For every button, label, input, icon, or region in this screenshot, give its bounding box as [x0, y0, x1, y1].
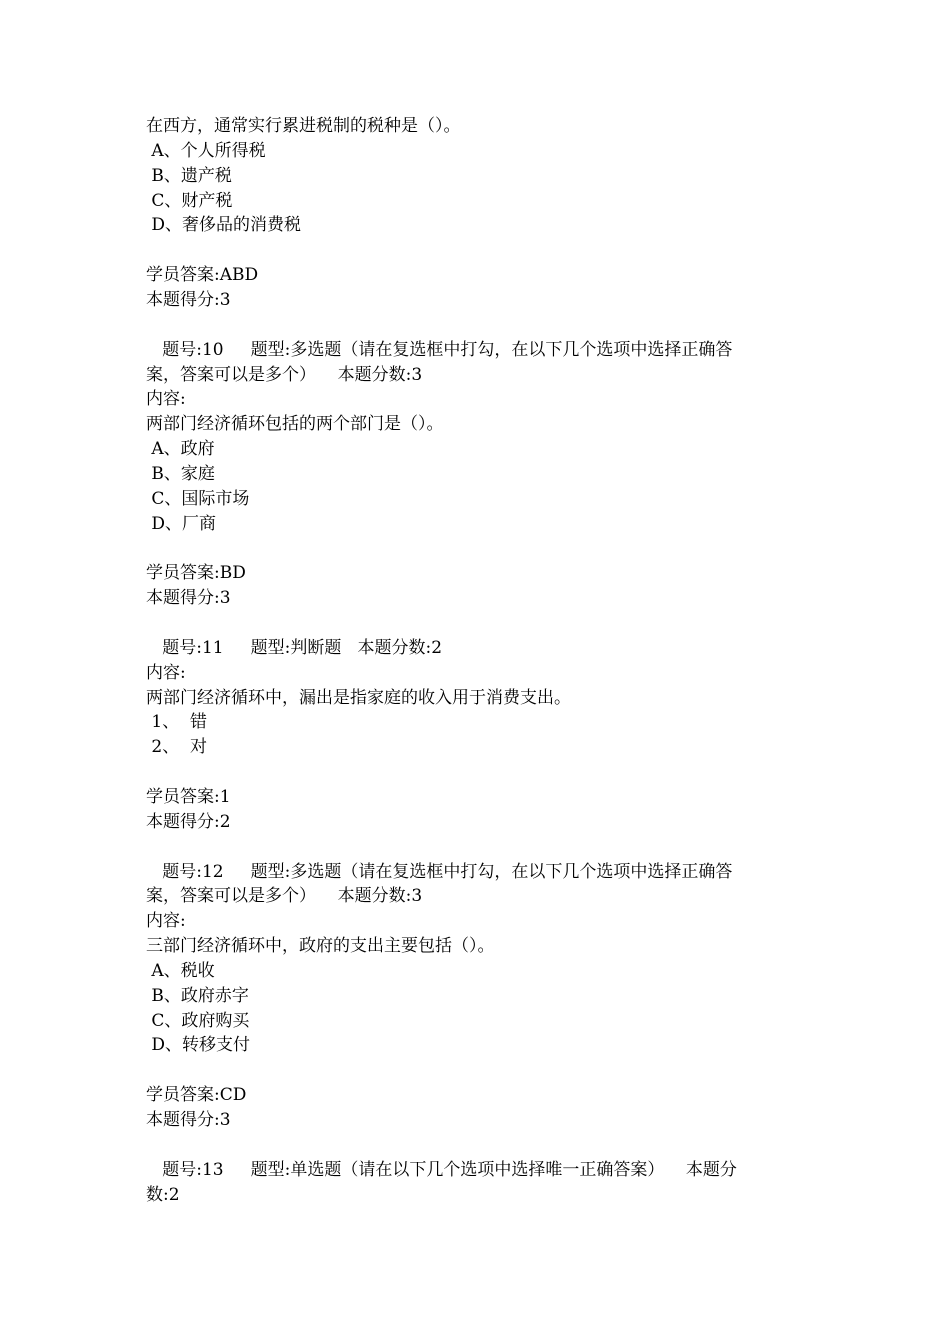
text-line: 内容: [146, 389, 186, 410]
text-line: 内容: [146, 911, 186, 932]
text-line: 学员答案:ABD [146, 265, 259, 286]
text-line: 学员答案:1 [146, 786, 231, 807]
text-line: C、国际市场 [146, 488, 250, 509]
text-line: 在西方，通常实行累进税制的税种是（）。 [146, 116, 461, 136]
text-line: 本题得分:3 [146, 588, 231, 609]
text-line: 2、 对 [146, 737, 208, 758]
text-line: A、个人所得税 [146, 140, 266, 161]
text-line: A、政府 [146, 439, 215, 460]
text-line: C、财产税 [146, 190, 233, 211]
text-line: A、税收 [146, 960, 215, 981]
text-line: 三部门经济循环中，政府的支出主要包括（）。 [146, 936, 495, 957]
text-line: 本题得分:3 [146, 1110, 231, 1130]
text-line: 题号:12 题型:多选题（请在复选框中打勾，在以下几个选项中选择正确答 [146, 861, 733, 882]
text-line: 1、 错 [146, 712, 208, 733]
text-line: D、转移支付 [146, 1035, 251, 1056]
text-line: 学员答案:CD [146, 1085, 247, 1106]
text-line: D、奢侈品的消费税 [146, 215, 302, 236]
text-line: C、政府购买 [146, 1010, 250, 1031]
text-line: D、厂商 [146, 513, 217, 534]
text-line: 案，答案可以是多个） 本题分数:3 [146, 886, 423, 907]
text-line: 题号:10 题型:多选题（请在复选框中打勾，在以下几个选项中选择正确答 [146, 339, 733, 360]
text-line: 题号:13 题型:单选题（请在以下几个选项中选择唯一正确答案） 本题分 [146, 1159, 737, 1180]
text-line: B、遗产税 [146, 165, 232, 186]
text-line: 案，答案可以是多个） 本题分数:3 [146, 364, 423, 385]
text-line: 数:2 [146, 1184, 180, 1205]
text-line: 本题得分:2 [146, 811, 231, 832]
text-line: 两部门经济循环中，漏出是指家庭的收入用于消费支出。 [146, 687, 571, 708]
text-line: B、政府赤字 [146, 985, 249, 1006]
text-line: 两部门经济循环包括的两个部门是（）。 [146, 414, 444, 435]
text-line: 本题得分:3 [146, 289, 231, 310]
text-line: B、家庭 [146, 463, 215, 484]
text-line: 题号:11 题型:判断题 本题分数:2 [146, 637, 443, 658]
text-line: 内容: [146, 662, 186, 683]
text-line: 学员答案:BD [146, 563, 246, 584]
